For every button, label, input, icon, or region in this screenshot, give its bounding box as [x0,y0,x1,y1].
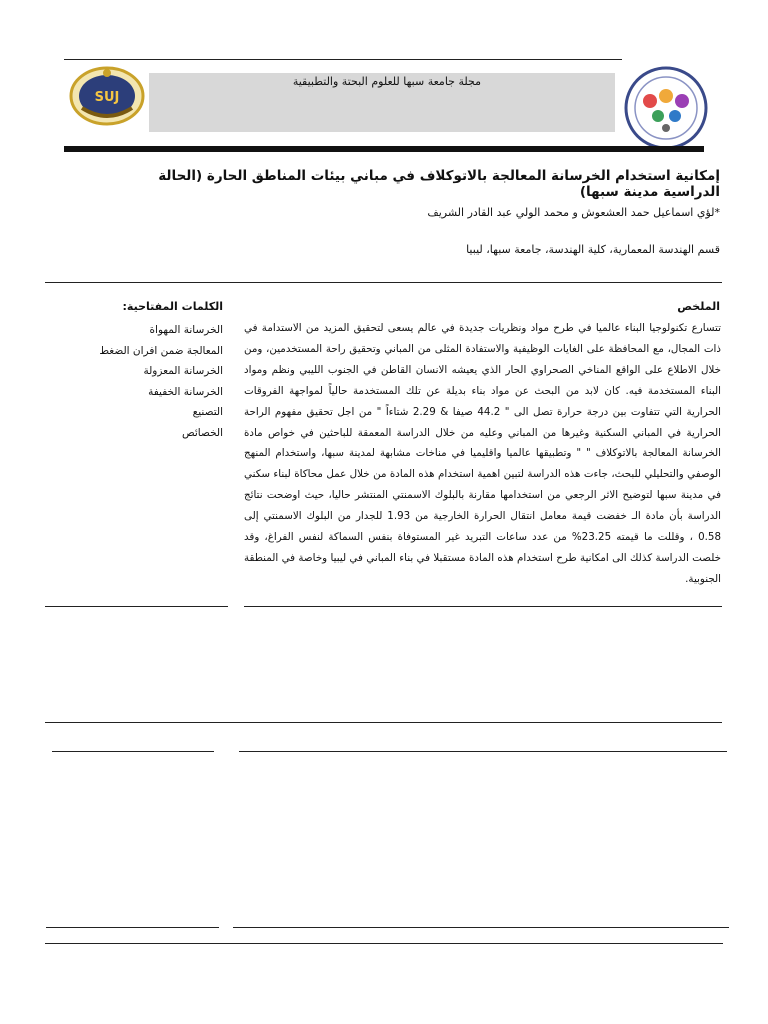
paper-title: إمكانية استخدام الخرسانة المعالجة بالاتوكلاف في مباني بيئات المناطق الحارة (الحالة الدراسية مدينة سبها) [158,168,720,200]
section-rule [239,751,727,752]
keywords-list [60,320,223,444]
abstract-body: تتسارع تكنولوجيا البناء عالميا في طرح مواد ونظريات جديدة في عالم يسعى لتحقيق المزيد من الاستدامة في ذات المجال، مع المحافظة على الغايات الوظيفية والاستفادة المثلى من المباني وتحقيق راحة المستخدمين، ومن خلال الاطلاع على الواقع المناخي الصحراوي الحار الذي يعيشه الانسان القاطن في الجنوب الليبي ونظم ومواد البناء المستخدمة فيه. كان لابد من البحث عن مواد بناء بديلة عن تلك المستخدمة حالياً لمواجهة الفروقات الحرارية التي تتفاوت بين درجة حرارة تصل الى " 44.2 صيفا & 2.29 شتاءاً " من اجل تحقيق مفهوم الراحة الحرارية في المباني السكنية وغيرها من المباني وعليه من خلال الدراسة المعمقة للباحثين في خواص مادة الخرسانة المعالجة بالاتوكلاف " " وتطبيقها عالميا واقليميا في مناخات مشابهة لمدينة سبها، واستخدام المنهج الوصفي والتحليلي للبحث، جاءت هذه الدراسة لتبين اهمية استخدام هذه المادة من خلال عمل محاكاة لبناء سكني في مدينة سبها لتوضيح الاثر الرجعي من استخدامها مقارنة بالبلوك الاسمنتي المنتشر حاليا، حيث اوضحت نتائج الدراسة بأن مادة الـ خفضت قيمة معامل انتقال الحرارة الخارجية من 1.93 للجدار من البلوك الاسمنتي إلى 0.58 ، وقللت ما قيمته 23.25% من عدد ساعات التبريد غير المستوفاة بنفس السماكة لنفس الفراغ، وقد خلصت الدراسة كذلك الى امكانية طرح استخدام هذه المادة مستقبلا في بناء المباني في ليبيا وخاصة في المنطقة الجنوبية. [244,322,721,585]
paper-authors: *لؤي اسماعيل حمد العشعوش و محمد الولي عبد القادر الشريف [427,206,720,219]
keywords-heading: الكلمات المفتاحية: [122,300,223,313]
logo-left-text: SUJ [94,90,120,105]
abstract-bottom-rule [244,606,722,607]
section-rule [52,751,214,752]
keyword-item: الخرسانة المهواة [149,324,223,336]
paper-affiliation: قسم الهندسة المعمارية، كلية الهندسة، جامعة سبها، ليبيا [466,243,720,256]
keyword-item: الخصائص [182,426,223,439]
keyword-item: الخرسانة المعزولة [143,365,223,378]
section-rule [45,282,722,283]
footer-rule [45,943,723,944]
keyword-item: التصنيع [192,406,223,419]
section-rule [45,722,722,723]
sebha-university-logo-icon [68,64,146,128]
journal-title: مجلة جامعة سبها للعلوم البحتة والتطبيقية [292,75,481,88]
header-top-rule [64,59,622,60]
abstract-heading: الملخص [677,300,720,313]
section-rule [233,927,729,928]
section-rule [46,927,219,928]
keyword-item: الخرسانة الخفيفة [148,385,223,398]
header-thick-rule [64,146,704,152]
keyword-item: المعالجة ضمن افران الضغط [99,344,223,357]
conference-logo-icon [623,66,709,150]
keywords-bottom-rule [45,606,228,607]
